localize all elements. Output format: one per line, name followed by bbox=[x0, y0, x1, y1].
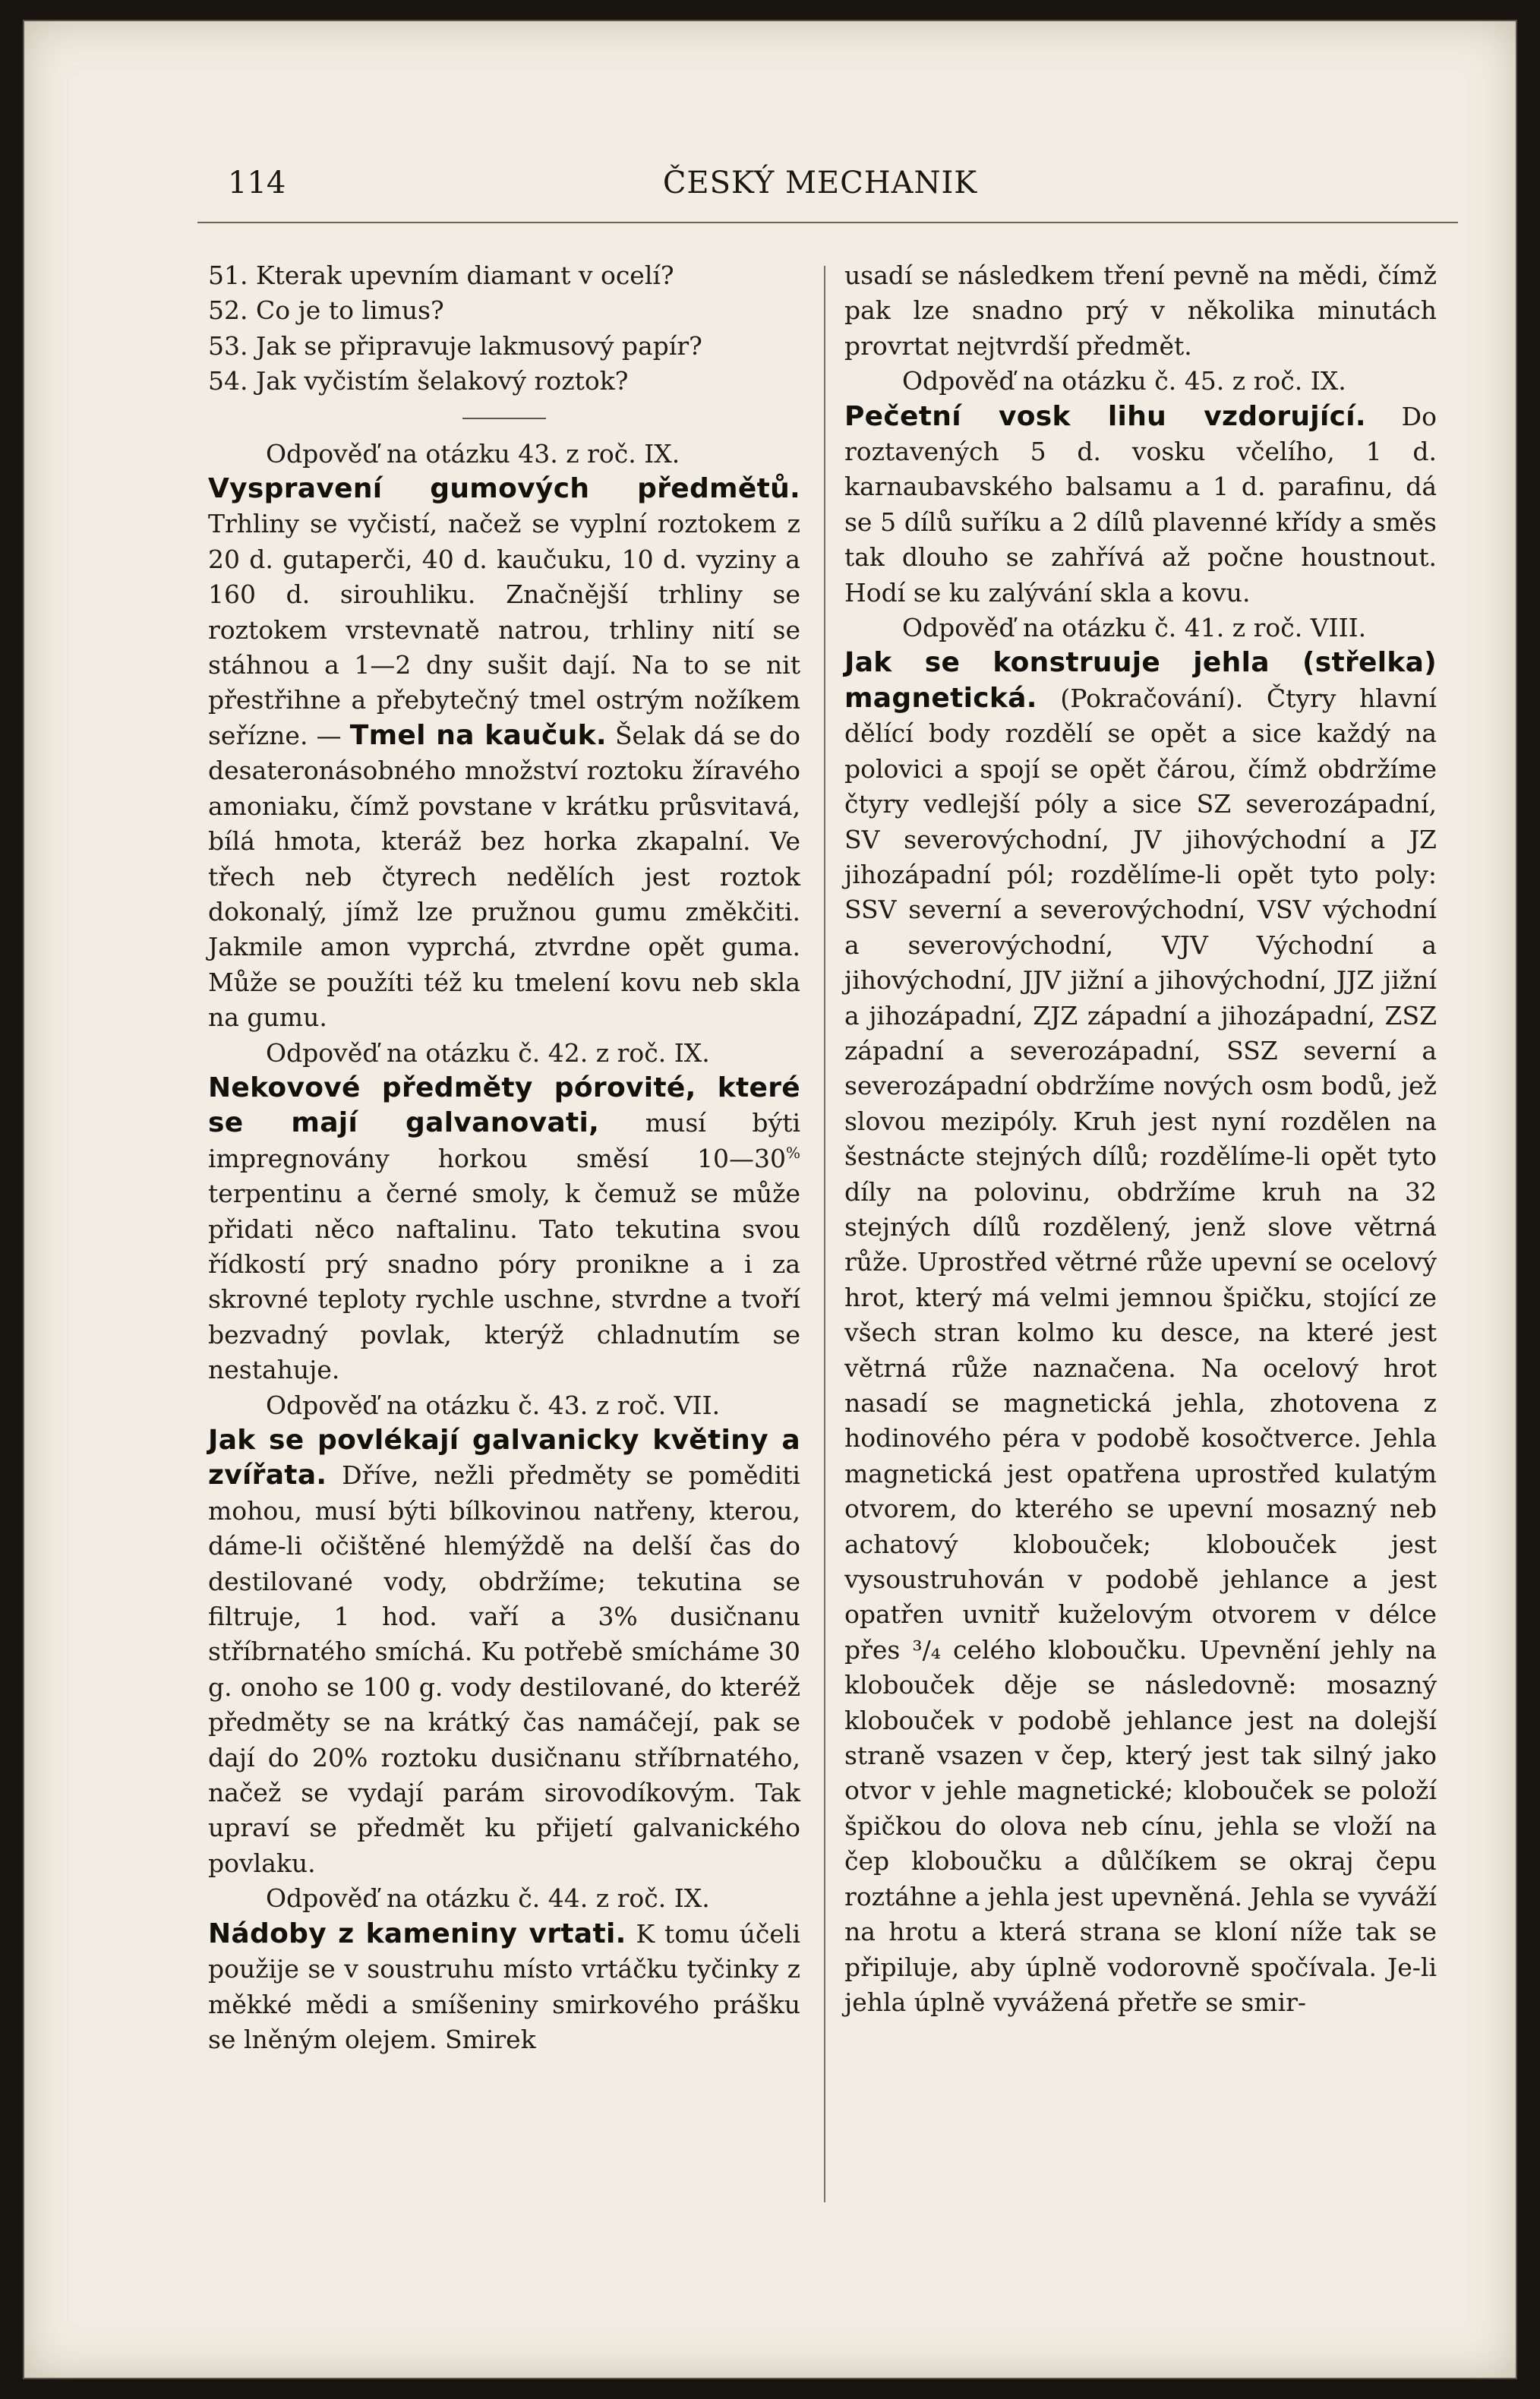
answer-44-text: K tomu účeli použije se v soustruhu místo vrtáčku tyčinky z měkké mědi a smíšeniny smirkového prášku se lněným olejem. Smirek bbox=[208, 1918, 801, 2054]
answer-43-body bbox=[208, 472, 800, 1036]
running-head bbox=[182, 166, 1458, 211]
answer-43b-heading: Jak se povlékají galvanicky květiny a zvířata. bbox=[208, 1425, 800, 1491]
right-column bbox=[844, 258, 1437, 2020]
question-54: 54. Jak vyčistím šelakový roztok? bbox=[208, 366, 629, 396]
question-53: 53. Jak se připravuje lakmusový papír? bbox=[208, 330, 702, 361]
continuation-text: usadí se následkem tření pevně na mědi, čímž pak lze snadno prý v několika minutách provrtat nejtvrdší předmět. bbox=[844, 260, 1437, 361]
answer-41-body bbox=[844, 646, 1437, 2020]
answer-45-body bbox=[844, 399, 1437, 611]
answer-42-text-b: terpentinu a černé smoly, k čemuž se může přidati něco naftalinu. Tato tekutina svou řídkostí prý snadno póry pronikne a i za skrovné teploty rychle uschne, stvrdne a tvoří bezvadný povlak, kterýž chladnutím se nestahuje. bbox=[208, 1179, 800, 1385]
answer-41-text-b: celého kloboučku. Upevnění jehly na klobouček děje se následovně: mosazný klobouček v podobě jehlance jest na dolejší straně vsazen v čep, který jest tak silný jako otvor v jehle magnetické; klobouček se položí špičkou do olova neb cínu, jehla se vloží na čep kloboučku a důlčíkem se okraj čepu roztáhne a jehla jest upevněná. Jehla se vyváží na hrotu a která strana se kloní níže tak se připiluje, aby úplně vodorovně spočívala. Je-li jehla úplně vyvážená přetře se smir- bbox=[844, 1634, 1437, 2017]
left-column bbox=[208, 258, 800, 2057]
answer-45-text: Do roztavených 5 d. vosku včelího, 1 d. karnaubavského balsamu a 1 d. parafinu, dá se 5 dílů suříku a 2 dílů plavenné křídy a směs tak dlouho se zahřívá až počne houstnout. Hodí se ku zalývání skla a kovu. bbox=[844, 401, 1437, 608]
answer-45-reference: Odpověď na otázku č. 45. z roč. IX. bbox=[902, 366, 1346, 396]
question-51: 51. Kterak upevním diamant v ocelí? bbox=[208, 260, 674, 290]
header-rule bbox=[197, 222, 1458, 223]
question-52: 52. Co je to limus? bbox=[208, 295, 444, 326]
answer-41-heading: Jak se konstruuje jehla (střelka) magnetická. bbox=[844, 647, 1437, 714]
answer-43-subheading: Tmel na kaučuk. bbox=[349, 719, 607, 751]
answer-43-text: Trhliny se vyčistí, načež se vyplní roztokem z 20 d. gutaperči, 40 d. kaučuku, 10 d. vyziny a 160 d. sirouhliku. Značnější trhliny se roztokem vrstevnatě natrou, trhliny nití se stáhnou a 1—2 dny sušit dají. Na to se nit přestřihne a přebytečný tmel ostrým nožíkem seřízne. — bbox=[208, 509, 800, 750]
answer-43b-text: Dříve, nežli předměty se poměditi mohou, musí býti bílkovinou natřeny, kterou, dáme-li očištěné hlemýždě na delší čas do destilované vody, obdržíme; tekutina se filtruje, 1 hod. vaří a 3% dusičnanu stříbrnatého smíchá. Ku potřebě smícháme 30 g. onoho se 100 g. vody destilované, do kteréž předměty se na krátký čas namáčejí, pak se dají do 20% roztoku dusičnanu stříbrnatého, načež se vydají parám sirovodíkovým. Tak upraví se předmět ku přijetí galvanického povlaku. bbox=[208, 1460, 800, 1878]
answer-42-reference: Odpověď na otázku č. 42. z roč. IX. bbox=[266, 1037, 710, 1068]
answer-44-reference: Odpověď na otázku č. 44. z roč. IX. bbox=[266, 1883, 710, 1914]
answer-43-reference: Odpověď na otázku 43. z roč. IX. bbox=[266, 438, 680, 469]
answer-43b-body bbox=[208, 1423, 800, 1881]
answer-42-body bbox=[208, 1071, 800, 1388]
running-title: ČESKÝ MECHANIK bbox=[662, 166, 978, 200]
answer-43b-reference: Odpověď na otázku č. 43. z roč. VII. bbox=[266, 1390, 721, 1420]
answer-43-heading: Vyspravení gumových předmětů. bbox=[208, 473, 800, 505]
percent-sign: % bbox=[785, 1143, 800, 1162]
answer-42-text-a: musí býti impregnovány horkou směsí 10—30 bbox=[208, 1108, 801, 1173]
fraction-three-quarters: ³/₄ bbox=[912, 1634, 941, 1665]
answer-42-heading: Nekovové předměty pórovité, které se mají galvanovati, bbox=[208, 1072, 800, 1139]
answer-43-text-2: Šelak dá se do desateronásobného množství roztoku žíravého amoniaku, čímž povstane v krátku průsvitavá, bílá hmota, kteráž bez horka zkapalní. Ve třech neb čtyrech nedělích jest roztok dokonalý, jímž lze pružnou gumu změkčiti. Jakmile amon vyprchá, ztvrdne opět guma. Může se použíti též ku tmelení kovu neb skla na gumu. bbox=[208, 720, 800, 1033]
answer-41-text-a: (Pokračování). Čtyry hlavní dělící body rozdělí se opět a sice každý na polovici a spojí se opět čárou, čímž obdržíme čtyry vedlejší póly a sice SZ severozápadní, SV severovýchodní, JV jihovýchodní a JZ jihozápadní pól; rozdělíme-li opět tyto poly: SSV severní a severovýchodní, VSV východní a severovýchodní, VJV Východní a jihovýchodní, JJV jižní a jihovýchodní, JJZ jižní a jihozápadní, ZJZ západní a jihozápadní, ZSZ západní a severozápadní, SSZ severní a severozápadní obdržíme nových osm bodů, jež slovou mezipóly. Kruh jest nyní rozdělen na šestnácte stejných dílů; rozdělíme-li opět tyto díly na polovinu, obdržíme kruh na 32 stejných dílů rozdělený, jenž slove větrná růže. Uprostřed větrné růže upevní se ocelový hrot, který má velmi jemnou špičku, stojící ze všech stran kolmo ku desce, na které jest větrná růže naznačena. Na ocelový hrot nasadí se magnetická jehla, zhotovena z hodinového péra v podobě kosočtverce. Jehla magnetická jest opatřena uprostřed kulatým otvorem, do kterého se upevní mosazný neb achatový klobouček; klobouček jest vysoustruhován v podobě jehlance a jest opatřen uvnitř kuželovým otvorem v délce přes bbox=[844, 683, 1437, 1665]
answer-44-body bbox=[208, 1917, 800, 2058]
page-number: 114 bbox=[228, 166, 286, 200]
answer-44-heading: Nádoby z kameniny vrtati. bbox=[208, 1918, 626, 1949]
answer-41-reference: Odpověď na otázku č. 41. z roč. VIII. bbox=[902, 613, 1367, 643]
column-divider bbox=[824, 266, 825, 2202]
section-separator bbox=[462, 418, 546, 419]
answer-45-heading: Pečetní vosk lihu vzdorující. bbox=[844, 400, 1366, 432]
